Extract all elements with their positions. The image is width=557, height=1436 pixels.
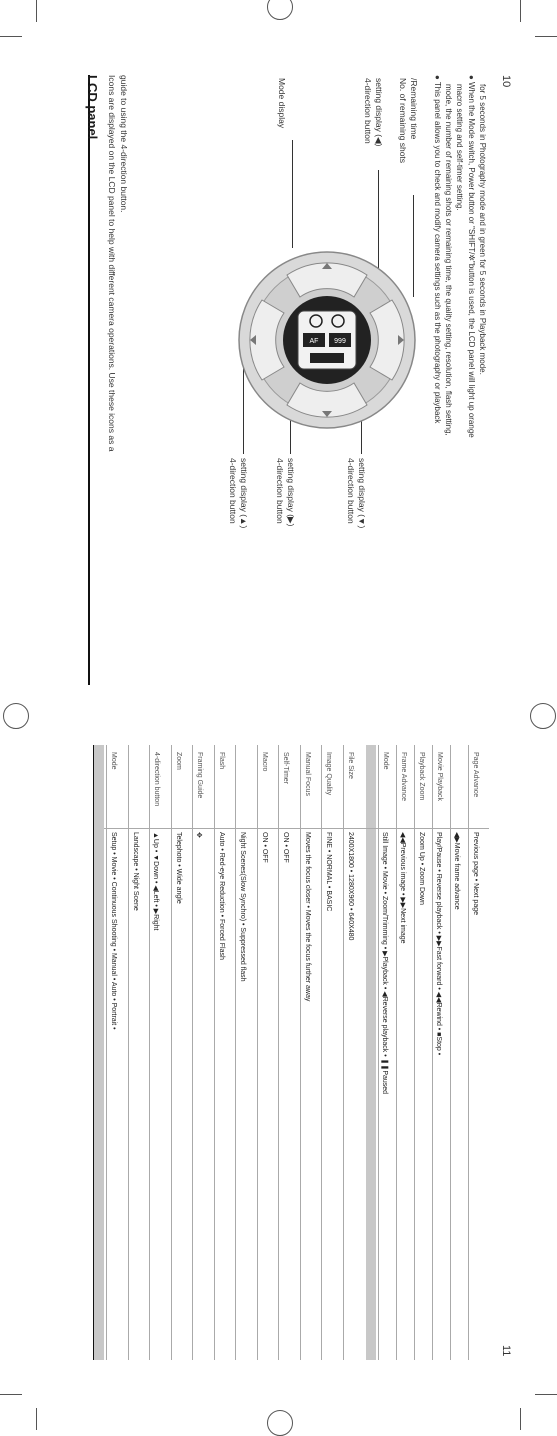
- lcd-dial-illustration: [232, 245, 422, 435]
- table-row-key: Mode: [110, 752, 117, 770]
- mode-display-label: Mode display: [277, 78, 287, 129]
- dir-down-label-2: setting display (▼): [357, 458, 367, 529]
- crop-mark: [0, 36, 22, 37]
- leader-line: [292, 140, 293, 248]
- bullet-line-4: ● When the Mode switch, Power button or "SHIFT/✲"button is used, the LCD panel will light up orange: [467, 75, 476, 438]
- table-row-value: ◀◀Previous image • ▶▶Next image: [399, 832, 406, 944]
- lcd-panel-heading: LCD panel: [85, 75, 100, 140]
- table-row-key: Flash: [217, 752, 225, 770]
- crop-mark: [535, 36, 557, 37]
- table-row-divider: [343, 745, 344, 1360]
- crop-mark: [0, 1394, 22, 1395]
- crop-mark: [36, 1408, 37, 1430]
- table-row-value: Night Scenes(Slow Synchro) • Suppressed flash: [239, 832, 246, 982]
- table-row-divider: [300, 745, 301, 1360]
- table-row-divider: [278, 745, 279, 1360]
- table-row-divider: [321, 745, 322, 1360]
- dir-right-label-2: setting display (▶): [286, 458, 296, 527]
- table-row-divider: [468, 745, 469, 1360]
- table-row-value: 2400X1800 • 1280X960 • 640X480: [346, 832, 354, 941]
- playback-section-bar: [366, 745, 376, 1360]
- table-row-divider: [396, 745, 397, 1360]
- table-row-divider: [214, 745, 215, 1360]
- bullet-line-3: macro setting and self-timer setting.: [455, 84, 464, 211]
- table-row-divider: [192, 745, 193, 1360]
- table-row-divider: [106, 745, 107, 1360]
- remaining-shots-label-2: /Remaining time: [409, 78, 419, 140]
- crop-mark: [520, 1408, 521, 1430]
- dir-down-label-1: 4-direction button: [346, 458, 356, 524]
- table-row-key: Playback Zoom: [418, 752, 425, 801]
- column-divider: [104, 828, 489, 829]
- crop-mark: [535, 1394, 557, 1395]
- table-row-key: Zoom: [174, 752, 182, 770]
- table-row-key: Manual Focus: [303, 752, 311, 796]
- table-row-value: Setup • Movie • Continuous Shooting • Manual • Auto • Portrait •: [110, 832, 117, 1030]
- table-row-value: Previous page • Next page: [472, 832, 479, 916]
- table-row-divider: [128, 745, 129, 1360]
- crop-mark: [520, 0, 521, 22]
- table-row-divider: [450, 745, 451, 1360]
- table-row-divider: [414, 745, 415, 1360]
- dir-left-label-2: setting display (◀): [374, 78, 384, 147]
- section-rule: [88, 75, 90, 685]
- bullet-line-2: mode, the number of remaining shots or remaining time, the quality setting, resolution, flash setting,: [444, 84, 453, 436]
- table-row-key: Mode: [382, 752, 389, 770]
- table-row-key: 4-direction button: [153, 752, 160, 807]
- page-number-left: 10: [500, 75, 512, 88]
- table-row-value: ON • OFF: [260, 832, 268, 863]
- table-row-value: Auto • Red-eye Reduction • Forced Flash: [217, 832, 225, 960]
- svg-text:999: 999: [334, 338, 346, 345]
- table-row-key: Macro: [260, 752, 268, 772]
- bullet-line-5: for 5 seconds in Photography mode and in green for 5 seconds in Playback mode.: [478, 84, 487, 375]
- table-row-value: ✥: [195, 832, 202, 838]
- table-row-value: Play/Pause • Reverse playback • ▶▶Fast forward • ◀◀Rewind • ■Stop •: [435, 832, 442, 1056]
- remaining-shots-label-1: No. of remaining shots: [398, 78, 408, 164]
- table-row-divider: [171, 745, 172, 1360]
- table-row-key: Frame Advance: [400, 752, 407, 802]
- crop-mark: [36, 0, 37, 22]
- table-row-value: Still Image • Movie • Zoom/Trimming • ▶Playback • ◀Reverse playback • ❚❚Paused: [381, 832, 388, 1095]
- dir-up-label-1: 4-direction button: [228, 458, 238, 524]
- table-row-key: Page Advance: [472, 752, 479, 798]
- dir-right-label-1: 4-direction button: [275, 458, 285, 524]
- table-row-divider: [257, 745, 258, 1360]
- table-row-value: Zoom Up • Zoom Down: [418, 832, 425, 905]
- svg-text:AF: AF: [309, 338, 319, 345]
- table-row-value: ON • OFF: [282, 832, 289, 863]
- table-row-key: Self-Timer: [282, 752, 289, 785]
- intro-line-2: guide to using the 4-direction button.: [119, 75, 129, 213]
- bullet-line-1: ● This panel allows you to check and modify camera settings such as the photography or playback: [433, 75, 442, 424]
- table-row-key: File Size: [346, 752, 354, 779]
- page-number-right: 11: [500, 1345, 512, 1357]
- table-row-key: Image Quality: [325, 752, 332, 796]
- table-row-value: FINE • NORMAL • BASIC: [325, 832, 332, 912]
- intro-line-1: Icons are displayed on the LCD panel to help with different camera operations. Use these icons as a: [107, 75, 117, 452]
- table-row-divider: [149, 745, 150, 1360]
- table-row-divider: [432, 745, 433, 1360]
- registration-mark: [267, 1410, 293, 1436]
- registration-mark: [3, 703, 29, 729]
- table-row-divider: [235, 745, 236, 1360]
- table-row-divider: [378, 745, 379, 1360]
- table-row-value: ▲Up • ▼Down • ◀Left • ▶Right: [152, 832, 159, 931]
- table-row-value: Moves the focus closer • Moves the focus further away: [303, 832, 311, 1002]
- photography-section-bar: [94, 745, 104, 1360]
- registration-mark: [267, 0, 293, 20]
- table-row-value: ◀▶Movie frame advance: [453, 832, 460, 910]
- table-row-key: Framing Guide: [196, 752, 203, 799]
- table-row-value: Telephoto • Wide angle: [174, 832, 182, 904]
- registration-mark: [530, 703, 556, 729]
- dir-up-label-2: setting display (▲): [239, 458, 249, 529]
- table-row-value: Landscape • Night Scene: [131, 832, 139, 911]
- dir-left-label-1: 4-direction button: [363, 78, 373, 144]
- table-row-key: Movie Playback: [436, 752, 443, 802]
